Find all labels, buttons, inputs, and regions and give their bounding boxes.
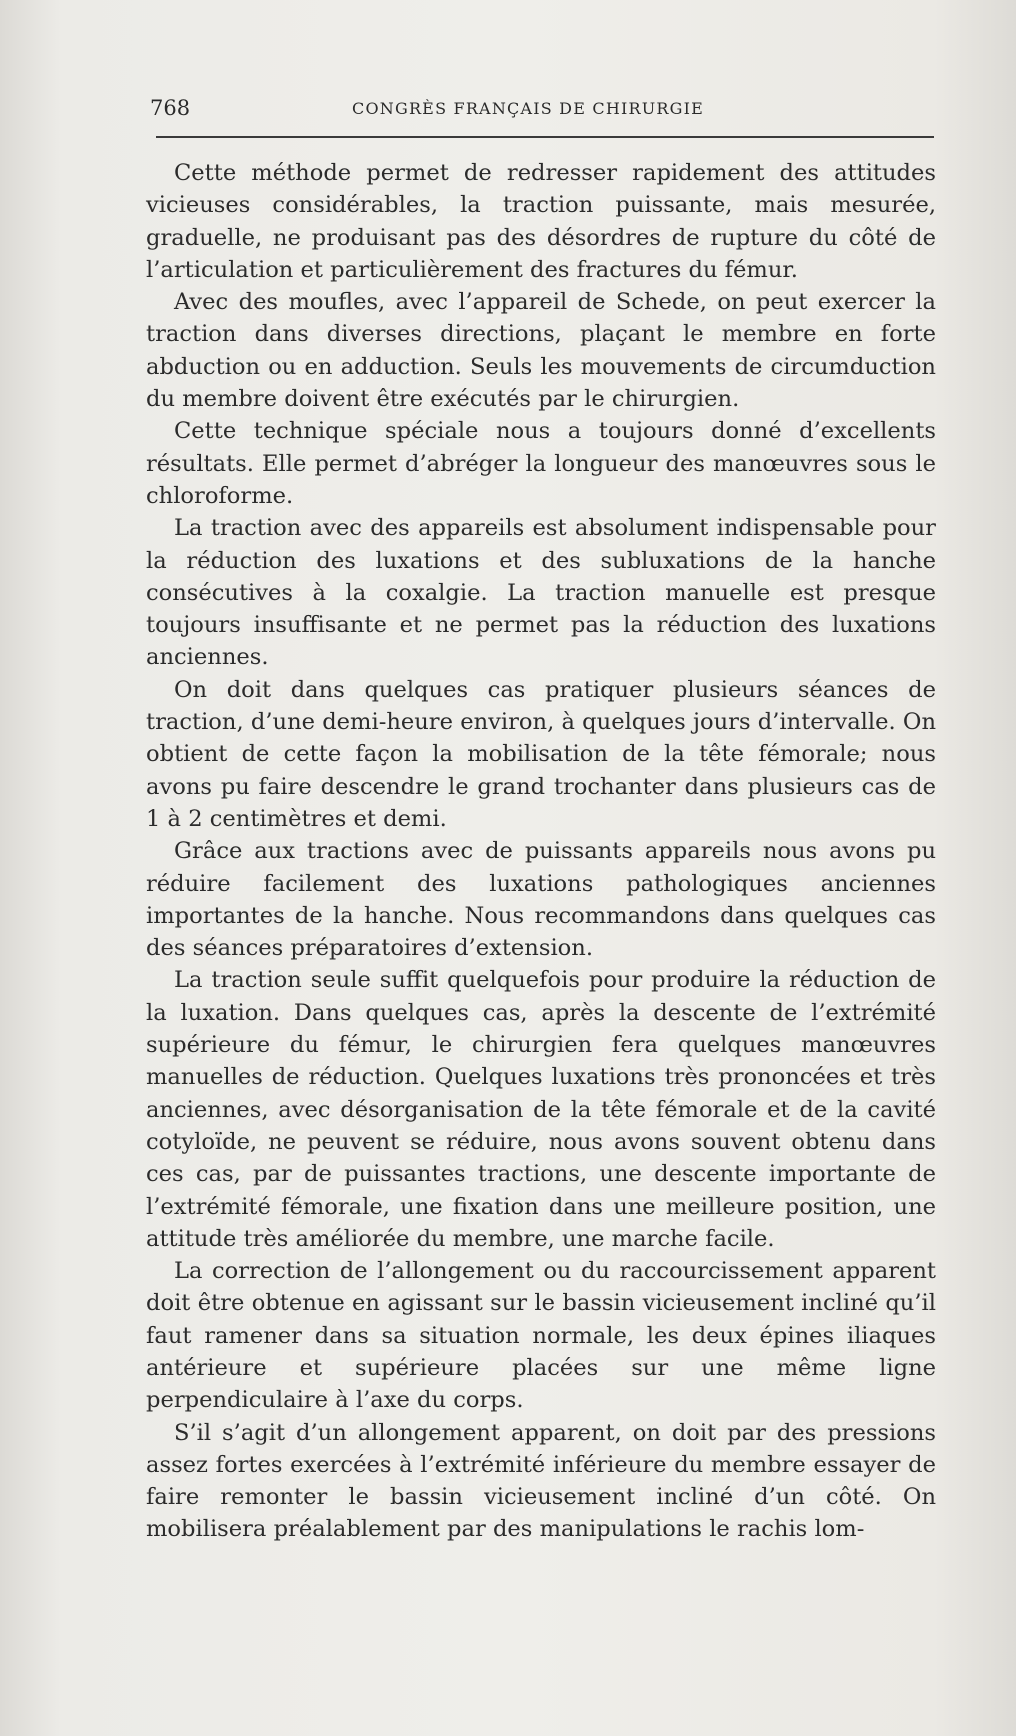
paragraph: Cette technique spéciale nous a toujours donné d’excellents résultats. Elle permet d’abréger la longueur des manœuvres sous le chloroforme. (146, 418, 936, 509)
paragraph: Grâce aux tractions avec de puissants appareils nous avons pu réduire facilement des luxations pathologiques anciennes importantes de la hanche. Nous recommandons dans quelques cas des séances préparatoires d’extension. (146, 838, 936, 962)
paragraph: On doit dans quelques cas pratiquer plusieurs séances de traction, d’une demi-heure environ, à quelques jours d’intervalle. On obtient de cette façon la mobilisation de la tête fémorale; nous avons pu faire descendre le grand trochanter dans plusieurs cas de 1 à 2 centimètres et demi. (146, 676, 936, 832)
paragraph: S’il s’agit d’un allongement apparent, on doit par des pressions assez fortes exercées à l’extrémité inférieure du membre essayer de faire remonter le bassin vicieusement incliné d’un côté. On mobilisera préalablement par des manipulations le rachis lom- (146, 1419, 936, 1543)
body-text (146, 157, 936, 1546)
paragraph: La traction avec des appareils est absolument indispensable pour la réduction des luxations et des subluxations de la hanche consécutives à la coxalgie. La traction manuelle est presque toujours insuffisante et ne permet pas la réduction des luxations anciennes. (146, 515, 936, 671)
page-number: 768 (150, 96, 191, 120)
page-header (150, 96, 930, 126)
paragraph: Avec des moufles, avec l’appareil de Schede, on peut exercer la traction dans diverses directions, plaçant le membre en forte abduction ou en adduction. Seuls les mouvements de circumduction du membre doivent être exécutés par le chirurgien. (146, 289, 936, 413)
paragraph: La correction de l’allongement ou du raccourcissement apparent doit être obtenue en agissant sur le bassin vicieusement incliné qu’il faut ramener dans sa situation normale, les deux épines iliaques antérieure et supérieure placées sur une même ligne perpendiculaire à l’axe du corps. (146, 1258, 936, 1414)
running-title: CONGRÈS FRANÇAIS DE CHIRURGIE (352, 99, 705, 118)
paragraph: La traction seule suffit quelquefois pour produire la réduction de la luxation. Dans quelques cas, après la descente de l’extrémité supérieure du fémur, le chirurgien fera quelques manœuvres manuelles de réduction. Quelques luxations très prononcées et très anciennes, avec désorganisation de la tête fémorale et de la cavité cotyloïde, ne peuvent se réduire, nous avons souvent obtenu dans ces cas, par de puissantes tractions, une descente importante de l’extrémité fémorale, une fixation dans une meilleure position, une attitude très améliorée du membre, une marche facile. (146, 967, 936, 1252)
paragraph: Cette méthode permet de redresser rapidement des attitudes vicieuses considérables, la traction puissante, mais mesurée, graduelle, ne produisant pas des désordres de rupture du côté de l’articulation et particulièrement des fractures du fémur. (146, 160, 936, 283)
header-rule (156, 136, 934, 138)
